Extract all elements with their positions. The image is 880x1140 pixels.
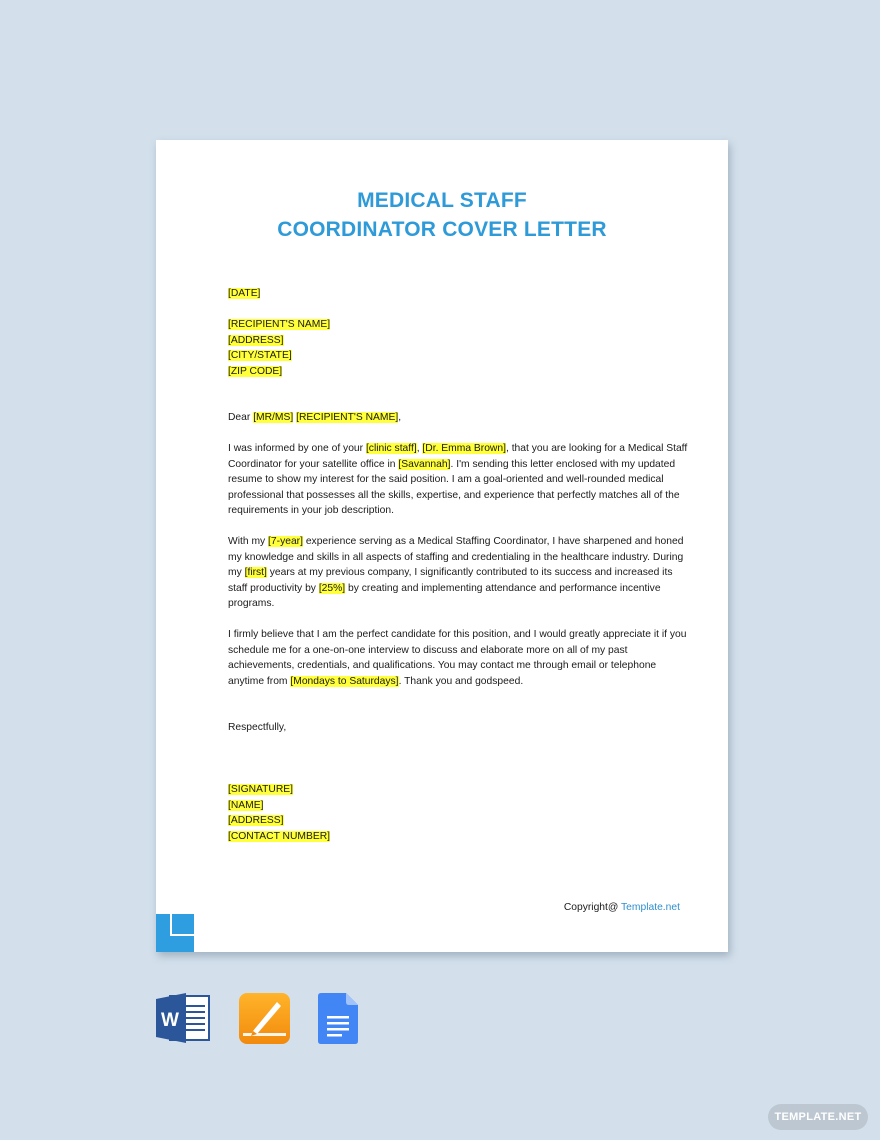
google-docs-icon[interactable]	[318, 993, 358, 1049]
percentage-placeholder: [25%]	[318, 582, 346, 594]
template-net-badge[interactable]: TEMPLATE.NET	[768, 1104, 868, 1130]
letter-body	[228, 286, 688, 844]
title-line-2: COORDINATOR COVER LETTER	[277, 218, 607, 241]
sign-name-placeholder: [NAME]	[228, 799, 264, 811]
page-title	[156, 186, 728, 244]
city-state-placeholder: [CITY/STATE]	[228, 350, 292, 361]
availability-placeholder: [Mondays to Saturdays]	[290, 675, 399, 687]
copyright: Copyright@ Template.net	[563, 902, 680, 913]
date-placeholder: [DATE]	[228, 288, 261, 299]
mr-ms-placeholder: [MR/MS]	[253, 412, 294, 423]
paragraph-2: With my [7-year] experience serving as a Medical Staffing Coordinator, I have sharpened and honed my knowledge and skills in all aspects of staffing and credentialing in the healthcare industry. During my [first] years at my previous company, I significantly contributed to its success and increased its staff productivity by [25%] by creating and implementing attendance and performance incentive programs.	[228, 536, 684, 609]
salutation-name-placeholder: [RECIPIENT'S NAME]	[296, 412, 399, 423]
zip-placeholder: [ZIP CODE]	[228, 365, 283, 377]
corner-logo-icon	[156, 914, 194, 952]
paragraph-1: I was informed by one of your [clinic staff], [Dr. Emma Brown], that you are looking for a Medical Staff Coordinator for your satellite office in [Savannah]. I'm sending this letter enclosed with my updated resume to show my interest for the said position. I am a goal-oriented and well-rounded medical professional that possesses all the skills, expertise, and experience that perfectly matches all of the requirements in your job description.	[228, 443, 688, 516]
closing: Respectfully,	[228, 722, 287, 733]
city-placeholder: [Savannah]	[398, 458, 451, 470]
recipient-name-placeholder: [RECIPIENT'S NAME]	[228, 319, 331, 330]
referrer-placeholder: [Dr. Emma Brown]	[422, 443, 506, 454]
letter-page	[156, 140, 728, 952]
paragraph-3: I firmly believe that I am the perfect candidate for this position, and I would greatly appreciate it if you schedule me for a one-on-one interview to discuss and elaborate more on all of my past achievements, credentials, and qualifications. You may contact me through email or telephone anytime from [Mondays to Saturdays]. Thank you and godspeed.	[228, 629, 687, 687]
sign-contact-placeholder: [CONTACT NUMBER]	[228, 830, 331, 842]
years-placeholder: [first]	[244, 567, 267, 578]
word-icon[interactable]	[156, 993, 210, 1048]
copyright-link[interactable]: Template.net	[621, 902, 680, 913]
title-line-1: MEDICAL STAFF	[357, 189, 527, 212]
signature-placeholder: [SIGNATURE]	[228, 784, 294, 795]
salutation: Dear [MR/MS] [RECIPIENT'S NAME],	[228, 412, 402, 423]
experience-years-placeholder: [7-year]	[268, 536, 303, 547]
pages-icon[interactable]	[239, 993, 290, 1049]
address-placeholder: [ADDRESS]	[228, 334, 284, 346]
clinic-staff-placeholder: [clinic staff]	[365, 443, 417, 454]
svg-text:W: W	[161, 1010, 179, 1031]
sign-address-placeholder: [ADDRESS]	[228, 815, 284, 826]
